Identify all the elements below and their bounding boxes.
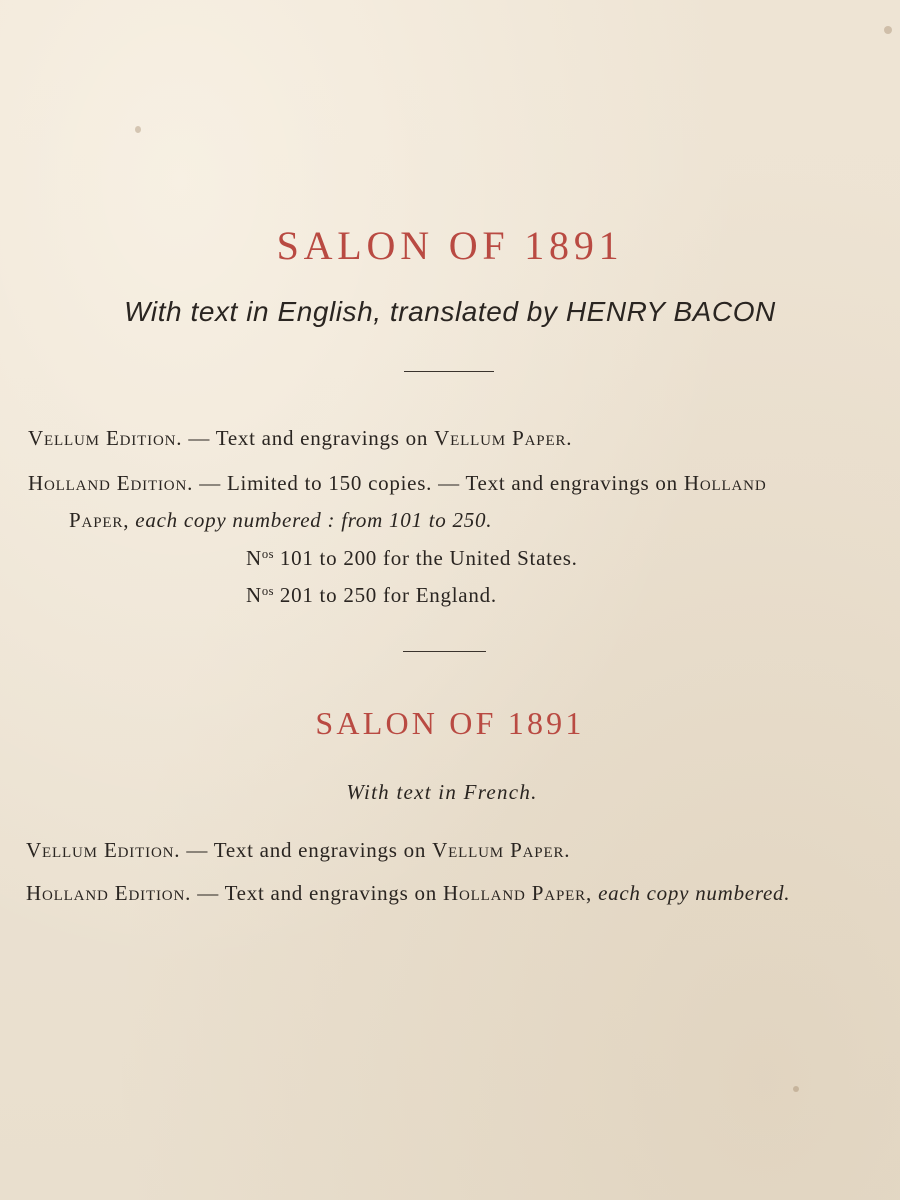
french-edition-subtitle: With text in French. xyxy=(346,780,538,804)
paper-name: Vellum Paper. xyxy=(434,426,573,450)
paper-name: Holland Paper, xyxy=(442,881,593,905)
england-copies-line xyxy=(246,583,497,608)
numbering-note: each copy numbered : from 101 to 250. xyxy=(129,508,493,532)
dash: — xyxy=(180,838,214,862)
english-holland-edition-line xyxy=(28,471,767,496)
english-holland-edition-line-continued xyxy=(69,508,492,533)
limited-copies: Limited to 150 copies. xyxy=(226,471,433,495)
dash: — xyxy=(191,881,225,905)
french-vellum-edition-line xyxy=(26,838,570,863)
edition-name: Holland Edition. xyxy=(28,471,194,495)
dash: — xyxy=(193,471,227,495)
paper-spot xyxy=(135,126,141,133)
england-copies-text: 201 to 250 for England. xyxy=(273,583,497,607)
paper-name: Paper, xyxy=(69,508,130,532)
description: Text and engravings on xyxy=(465,471,684,495)
english-vellum-edition-line xyxy=(28,426,572,451)
dash: — xyxy=(182,426,216,450)
description: Text and engravings on xyxy=(224,881,443,905)
english-edition-subtitle: With text in English, translated by HENRY BACON xyxy=(124,296,776,327)
divider-rule xyxy=(403,651,486,652)
numbering-note: each copy numbered. xyxy=(592,881,791,905)
edition-name: Vellum Edition. xyxy=(26,838,181,862)
us-copies-text: 101 to 200 for the United States. xyxy=(273,546,578,570)
french-holland-edition-line xyxy=(26,881,790,906)
paper-spot xyxy=(884,26,892,34)
us-copies-line xyxy=(246,546,578,571)
divider-rule xyxy=(404,371,494,372)
numbers-prefix: $N^{os}$ xyxy=(246,546,274,570)
description: Text and engravings on xyxy=(215,426,435,450)
paper-spot xyxy=(793,1086,799,1092)
description: Text and engravings on xyxy=(213,838,433,862)
edition-name: Holland Edition. xyxy=(26,881,192,905)
dash: — xyxy=(432,471,466,495)
holland-word: Holland xyxy=(683,471,767,495)
numbers-prefix: $N^{os}$ xyxy=(246,583,274,607)
paper-name: Vellum Paper. xyxy=(432,838,571,862)
english-edition-title: SALON OF 1891 xyxy=(276,223,624,268)
french-edition-title: SALON OF 1891 xyxy=(315,705,585,741)
edition-name: Vellum Edition. xyxy=(28,426,183,450)
